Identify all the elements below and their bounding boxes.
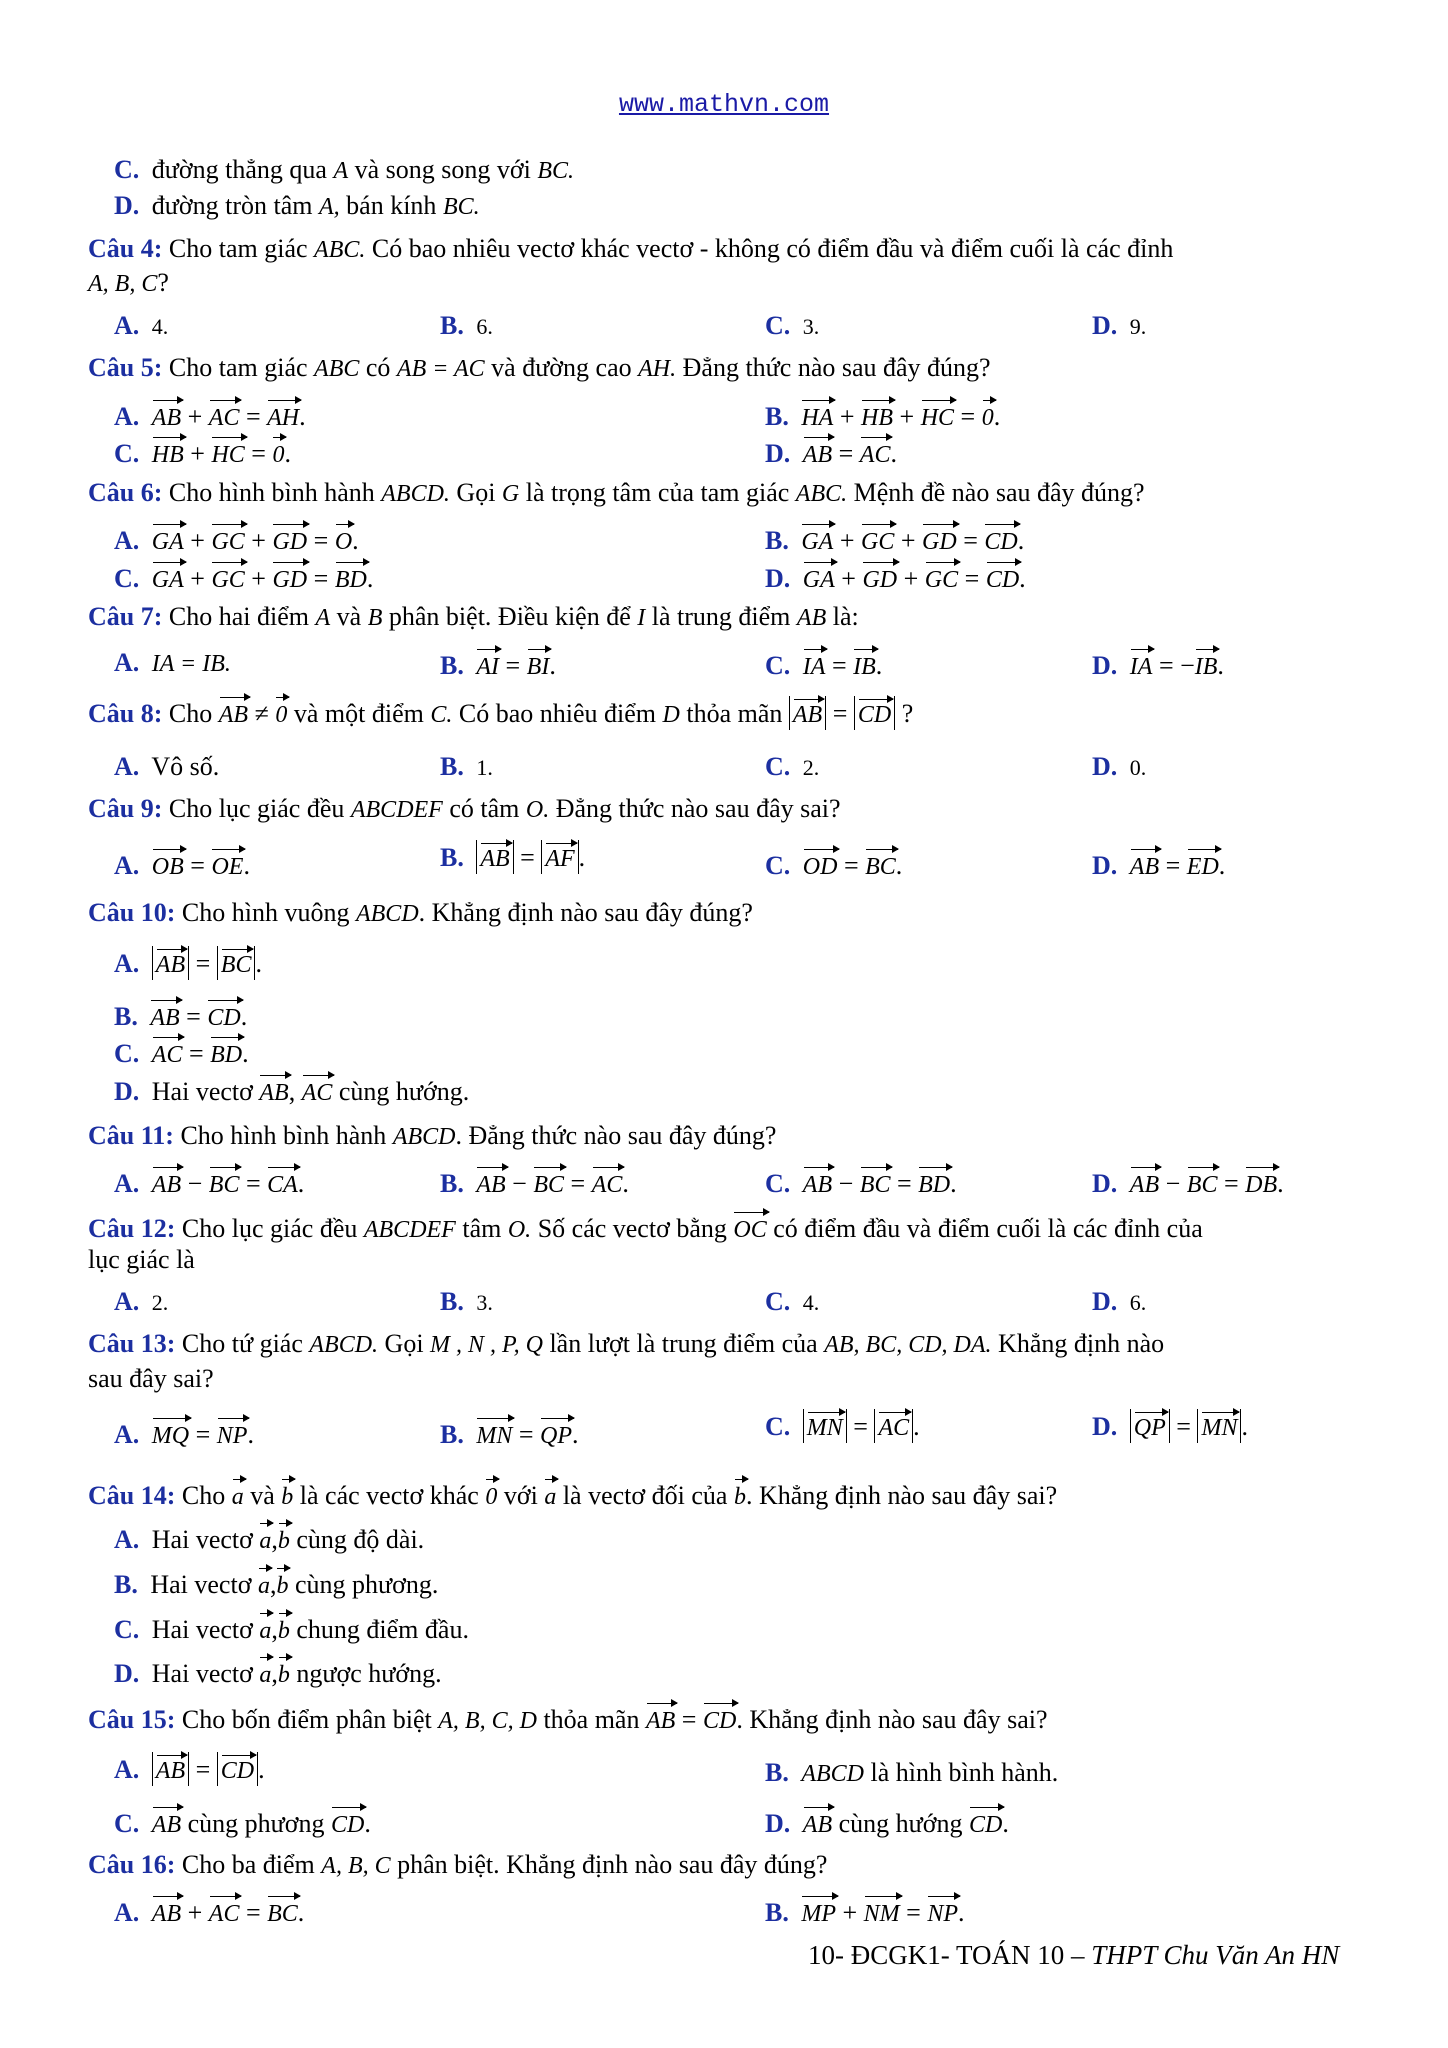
q9-option-c[interactable]: C. OD = BC. bbox=[765, 846, 902, 884]
q10-option-b[interactable]: B. AB = CD. bbox=[114, 997, 247, 1035]
q15-option-b[interactable]: B. ABCD là hình bình hành. bbox=[765, 1758, 1059, 1787]
q14-option-c[interactable]: C. Hai vectơ a,b chung điểm đầu. bbox=[114, 1610, 469, 1648]
q5-option-d[interactable]: D. AB = AC. bbox=[765, 434, 897, 472]
q8-option-b[interactable]: B. 1. bbox=[440, 752, 493, 781]
q15-option-d[interactable]: D. AB cùng hướng CD. bbox=[765, 1804, 1009, 1842]
q14-option-b[interactable]: B. Hai vectơ a,b cùng phương. bbox=[114, 1565, 438, 1603]
q3-option-c: C. đường thẳng qua A và song song với BC. bbox=[114, 155, 575, 184]
q12-option-d[interactable]: D. 6. bbox=[1092, 1287, 1147, 1316]
q9-option-b[interactable]: B. AB = AF . bbox=[440, 840, 585, 875]
q13-stem-2: sau đây sai? bbox=[88, 1364, 214, 1393]
q8-option-c[interactable]: C. 2. bbox=[765, 752, 820, 781]
q10-stem: Câu 10: Cho hình vuông ABCD. Khẳng định nào sau đây đúng? bbox=[88, 898, 753, 927]
q10-option-d[interactable]: D. Hai vectơ AB, AC cùng hướng. bbox=[114, 1072, 469, 1110]
q15-stem: Câu 15: Cho bốn điểm phân biệt A, B, C, D thỏa mãn AB = CD. Khẳng định nào sau đây sai? bbox=[88, 1700, 1048, 1738]
q6-option-c[interactable]: C. GA + GC + GD = BD. bbox=[114, 559, 373, 597]
q5-option-b[interactable]: B. HA + HB + HC = 0. bbox=[765, 397, 1000, 435]
q9-option-a[interactable]: A. OB = OE. bbox=[114, 846, 250, 884]
q4-option-b[interactable]: B. 6. bbox=[440, 311, 493, 340]
q12-stem: Câu 12: Cho lục giác đều ABCDEF tâm O. Số các vectơ bằng OC có điểm đầu và điểm cuối là các đỉnh của bbox=[88, 1209, 1203, 1247]
q16-option-b[interactable]: B. MP + NM = NP. bbox=[765, 1893, 965, 1931]
q11-stem: Câu 11: Cho hình bình hành ABCD. Đẳng thức nào sau đây đúng? bbox=[88, 1121, 777, 1150]
q16-stem: Câu 16: Cho ba điểm A, B, C phân biệt. Khẳng định nào sau đây đúng? bbox=[88, 1850, 828, 1879]
q4-stem: Câu 4: Cho tam giác ABC. Có bao nhiêu vectơ khác vectơ - không có điểm đầu và điểm cuối là các đỉnh bbox=[88, 234, 1174, 263]
q6-option-b[interactable]: B. GA + GC + GD = CD. bbox=[765, 521, 1024, 559]
q9-stem: Câu 9: Cho lục giác đều ABCDEF có tâm O. Đẳng thức nào sau đây sai? bbox=[88, 794, 841, 823]
q12-option-a[interactable]: A. 2. bbox=[114, 1287, 169, 1316]
q12-stem-2: lục giác là bbox=[88, 1245, 195, 1274]
q12-option-b[interactable]: B. 3. bbox=[440, 1287, 493, 1316]
q11-option-c[interactable]: C. AB − BC = BD. bbox=[765, 1164, 957, 1202]
q9-option-d[interactable]: D. AB = ED. bbox=[1092, 846, 1225, 884]
q7-option-d[interactable]: D. IA = −IB. bbox=[1092, 646, 1224, 684]
q13-option-c[interactable]: C. MN = AC . bbox=[765, 1409, 920, 1444]
q8-stem: Câu 8: Cho AB ≠ 0 và một điểm C. Có bao nhiêu điểm D thỏa mãn AB = CD ? bbox=[88, 694, 913, 732]
q7-option-a[interactable]: A. IA = IB. bbox=[114, 648, 231, 677]
q15-option-a[interactable]: A. AB = CD . bbox=[114, 1752, 265, 1787]
header-url bbox=[0, 90, 1448, 119]
q7-option-c[interactable]: C. IA = IB. bbox=[765, 646, 882, 684]
q14-option-d[interactable]: D. Hai vectơ a,b ngược hướng. bbox=[114, 1654, 442, 1692]
q15-option-c[interactable]: C. AB cùng phương CD. bbox=[114, 1804, 371, 1842]
q11-option-a[interactable]: A. AB − BC = CA. bbox=[114, 1164, 304, 1202]
q13-option-b[interactable]: B. MN = QP. bbox=[440, 1415, 579, 1453]
q7-stem: Câu 7: Cho hai điểm A và B phân biệt. Điều kiện để I là trung điểm AB là: bbox=[88, 602, 859, 631]
q4-option-d[interactable]: D. 9. bbox=[1092, 311, 1147, 340]
q16-option-a[interactable]: A. AB + AC = BC. bbox=[114, 1893, 304, 1931]
q4-stem-2: A, B, C? bbox=[88, 268, 169, 297]
q5-stem: Câu 5: Cho tam giác ABC có AB = AC và đường cao AH. Đẳng thức nào sau đây đúng? bbox=[88, 353, 991, 382]
q6-option-a[interactable]: A. GA + GC + GD = O. bbox=[114, 521, 359, 559]
q13-option-d[interactable]: D. QP = MN . bbox=[1092, 1409, 1248, 1444]
q14-stem: Câu 14: Cho a và b là các vectơ khác 0 với a là vectơ đối của b. Khẳng định nào sau đây sai? bbox=[88, 1476, 1057, 1514]
site-link[interactable]: www.mathvn.com bbox=[618, 90, 830, 119]
footer: 10- ĐCGK1- TOÁN 10 – THPT Chu Văn An HN bbox=[808, 1940, 1340, 1970]
q14-option-a[interactable]: A. Hai vectơ a,b cùng độ dài. bbox=[114, 1520, 424, 1558]
q7-option-b[interactable]: B. AI = BI. bbox=[440, 646, 556, 684]
q4-option-c[interactable]: C. 3. bbox=[765, 311, 820, 340]
q12-option-c[interactable]: C. 4. bbox=[765, 1287, 820, 1316]
q13-option-a[interactable]: A. MQ = NP. bbox=[114, 1415, 254, 1453]
q13-stem: Câu 13: Cho tứ giác ABCD. Gọi M , N , P, Q lần lượt là trung điểm của AB, BC, CD, DA. Khẳng định nào bbox=[88, 1329, 1165, 1358]
q10-option-a[interactable]: A. AB = BC . bbox=[114, 946, 262, 981]
q8-option-a[interactable]: A. Vô số. bbox=[114, 752, 220, 781]
q8-option-d[interactable]: D. 0. bbox=[1092, 752, 1147, 781]
q11-option-b[interactable]: B. AB − BC = AC. bbox=[440, 1164, 629, 1202]
q6-option-d[interactable]: D. GA + GD + GC = CD. bbox=[765, 559, 1026, 597]
q10-option-c[interactable]: C. AC = BD. bbox=[114, 1034, 249, 1072]
q5-option-a[interactable]: A. AB + AC = AH. bbox=[114, 397, 306, 435]
q5-option-c[interactable]: C. HB + HC = 0. bbox=[114, 434, 291, 472]
q6-stem: Câu 6: Cho hình bình hành ABCD. Gọi G là trọng tâm của tam giác ABC. Mệnh đề nào sau đây đúng? bbox=[88, 478, 1145, 507]
q4-option-a[interactable]: A. 4. bbox=[114, 311, 169, 340]
q11-option-d[interactable]: D. AB − BC = DB. bbox=[1092, 1164, 1284, 1202]
q3-option-d: D. đường tròn tâm A, bán kính BC. bbox=[114, 191, 480, 220]
